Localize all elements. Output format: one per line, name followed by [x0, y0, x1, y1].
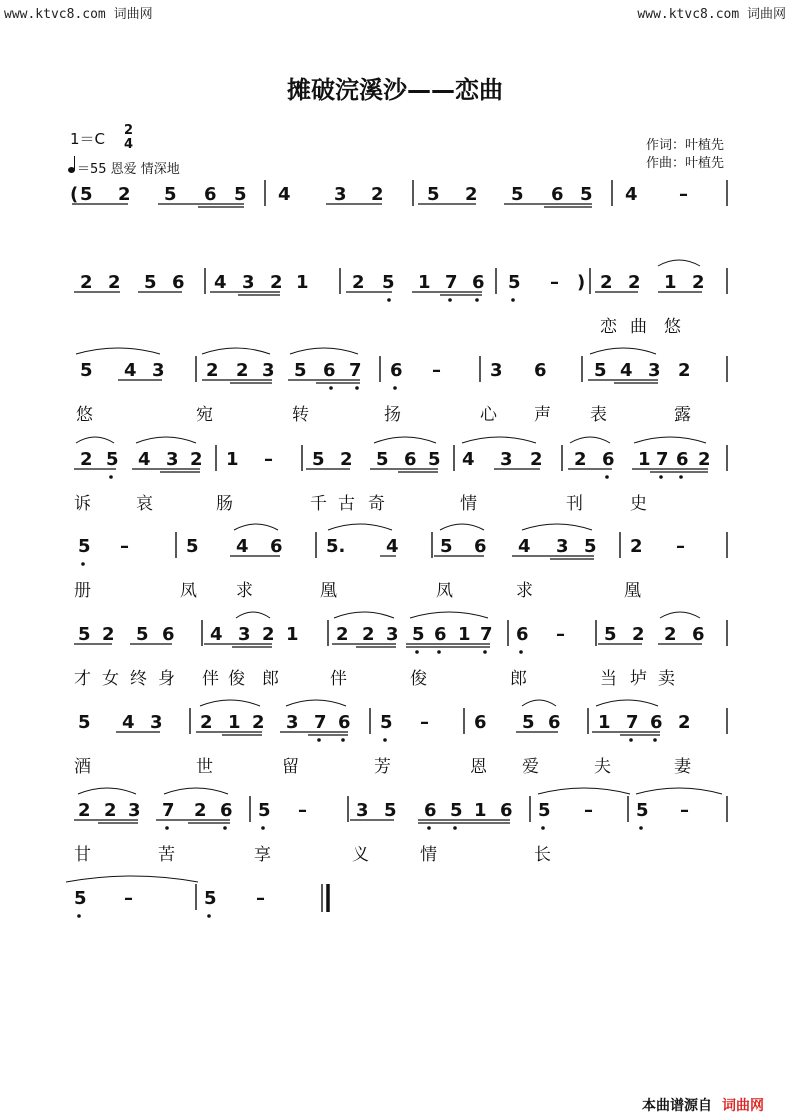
note: – — [680, 800, 689, 821]
note: 2 — [190, 449, 203, 470]
lyric: 才 — [74, 669, 91, 689]
note: 2 — [692, 272, 705, 293]
note: 6 — [404, 449, 417, 470]
note: 5 — [106, 449, 119, 470]
low-octave-dot — [639, 826, 643, 830]
note: 6 — [323, 360, 336, 381]
note: 2 — [262, 624, 275, 645]
low-octave-dot — [387, 298, 391, 302]
low-octave-dot — [511, 298, 515, 302]
slur — [636, 788, 722, 794]
note: 1 — [474, 800, 487, 821]
note: 5 — [636, 800, 649, 821]
note: 5 — [258, 800, 271, 821]
slur — [286, 700, 346, 706]
note: 2 — [600, 272, 613, 293]
low-octave-dot — [679, 475, 683, 479]
lyricist: 作词：叶植先 — [645, 138, 724, 153]
note: 1 — [418, 272, 431, 293]
slur — [658, 260, 700, 266]
watermark-left: www.ktvc8.com 词曲网 — [4, 7, 153, 22]
note: 2 — [108, 272, 121, 293]
watermark-right: www.ktvc8.com 词曲网 — [637, 7, 786, 22]
note: 6 — [474, 712, 487, 733]
note: 1 — [638, 449, 651, 470]
slur — [202, 348, 270, 354]
lyric: 俊 — [410, 669, 427, 689]
low-octave-dot — [165, 826, 169, 830]
note: 7 — [445, 272, 458, 293]
note: 4 — [138, 449, 151, 470]
note: 4 — [620, 360, 633, 381]
note: 6 — [516, 624, 529, 645]
note: 4 — [518, 536, 531, 557]
slur — [76, 348, 160, 354]
low-octave-dot — [659, 475, 663, 479]
note: 3 — [286, 712, 299, 733]
song-title: 摊破浣溪沙——恋曲 — [287, 76, 503, 104]
slur — [236, 612, 270, 618]
slur — [522, 700, 556, 706]
note: 6 — [534, 360, 547, 381]
note: – — [124, 888, 133, 909]
note: 7 — [626, 712, 639, 733]
low-octave-dot — [483, 650, 487, 654]
note: 1 — [226, 449, 239, 470]
note: 5 — [511, 184, 524, 205]
note: – — [256, 888, 265, 909]
note: 3 — [152, 360, 165, 381]
note: 2 — [371, 184, 384, 205]
note: ( — [70, 184, 79, 205]
lyric: 爱 — [522, 757, 539, 777]
lyric: 声 — [534, 405, 551, 425]
lyric: 史 — [630, 494, 647, 514]
slur — [164, 788, 228, 794]
note: 2 — [678, 712, 691, 733]
note: 4 — [462, 449, 475, 470]
note: 1 — [664, 272, 677, 293]
lyric: 古 — [338, 494, 355, 514]
note: 4 — [122, 712, 135, 733]
note: 5 — [412, 624, 425, 645]
note: 3 — [356, 800, 369, 821]
lyric: 表 — [590, 405, 607, 425]
note: 5 — [380, 712, 393, 733]
note: – — [264, 449, 273, 470]
note: 5 — [204, 888, 217, 909]
note: 3 — [500, 449, 513, 470]
note: 5 — [80, 184, 93, 205]
note: 3 — [128, 800, 141, 821]
slur — [76, 437, 114, 443]
note: 7 — [656, 449, 669, 470]
note: 3 — [648, 360, 661, 381]
low-octave-dot — [355, 386, 359, 390]
note: 5 — [580, 184, 593, 205]
note: – — [432, 360, 441, 381]
lyric: 伴 — [330, 669, 347, 689]
slur — [570, 437, 610, 443]
note: 5 — [164, 184, 177, 205]
note: 5 — [584, 536, 597, 557]
lyric: 恋 — [600, 317, 617, 337]
low-octave-dot — [415, 650, 419, 654]
lyric: 求 — [516, 581, 533, 601]
lyric: 悠 — [76, 405, 93, 425]
note: 2 — [465, 184, 478, 205]
note: 4 — [386, 536, 399, 557]
note: 2 — [678, 360, 691, 381]
lyric: 夫 — [594, 757, 611, 777]
note: 5 — [312, 449, 325, 470]
slur — [78, 788, 136, 794]
note: 4 — [124, 360, 137, 381]
note: 6 — [172, 272, 185, 293]
note: 2 — [80, 272, 93, 293]
note: – — [584, 800, 593, 821]
lyric: 恩 — [470, 757, 487, 777]
slur — [136, 437, 196, 443]
note: 6 — [676, 449, 689, 470]
lyric: 转 — [292, 405, 309, 425]
note: 2 — [530, 449, 543, 470]
note: 6 — [474, 536, 487, 557]
note: 2 — [336, 624, 349, 645]
low-octave-dot — [605, 475, 609, 479]
slur — [374, 437, 436, 443]
note: 4 — [278, 184, 291, 205]
slur — [538, 788, 630, 794]
note: 5 — [78, 712, 91, 733]
note: 6 — [692, 624, 705, 645]
low-octave-dot — [629, 738, 633, 742]
lyric: 凰 — [624, 581, 641, 601]
note: 5 — [74, 888, 87, 909]
note: 2 — [200, 712, 213, 733]
note: 6 — [220, 800, 233, 821]
note: 7 — [480, 624, 493, 645]
note: 2 — [118, 184, 131, 205]
note: 5 — [428, 449, 441, 470]
note: 2 — [252, 712, 265, 733]
note: 6 — [434, 624, 447, 645]
note: 2 — [362, 624, 375, 645]
low-octave-dot — [81, 562, 85, 566]
slur — [334, 612, 394, 618]
note: 1 — [296, 272, 309, 293]
footer-source: 本曲谱源自 — [642, 1098, 712, 1114]
note: 3 — [334, 184, 347, 205]
note: 2 — [206, 360, 219, 381]
lyric: 册 — [74, 581, 91, 601]
note: 1 — [228, 712, 241, 733]
note: 2 — [236, 360, 249, 381]
note: 6 — [602, 449, 615, 470]
note: 3 — [150, 712, 163, 733]
note: 4 — [236, 536, 249, 557]
note: 1 — [458, 624, 471, 645]
note: 5 — [78, 536, 91, 557]
time-signature-bottom: 4 — [124, 137, 134, 152]
note: ) — [577, 272, 586, 293]
lyric: 终 — [130, 669, 147, 689]
note: 6 — [424, 800, 437, 821]
note: 4 — [214, 272, 227, 293]
note: 6 — [650, 712, 663, 733]
note: 7 — [314, 712, 327, 733]
note: 5 — [78, 624, 91, 645]
lyric: 郎 — [262, 669, 279, 689]
lyric: 哀 — [136, 494, 153, 514]
lyric: 留 — [282, 757, 299, 777]
lyric: 宛 — [196, 405, 213, 425]
lyric: 肠 — [216, 494, 233, 514]
slur — [590, 348, 656, 354]
note: 2 — [78, 800, 91, 821]
note: 1 — [598, 712, 611, 733]
note: – — [120, 536, 129, 557]
low-octave-dot — [653, 738, 657, 742]
lyric: 芳 — [374, 757, 391, 777]
note: 5 — [522, 712, 535, 733]
note: – — [556, 624, 565, 645]
low-octave-dot — [77, 914, 81, 918]
slur — [66, 876, 198, 882]
slur — [200, 700, 260, 706]
slur — [522, 524, 592, 530]
low-octave-dot — [207, 914, 211, 918]
note: 3 — [386, 624, 399, 645]
lyric: 女 — [102, 669, 119, 689]
note: 3 — [262, 360, 275, 381]
lyric: 垆 — [630, 669, 647, 689]
footer — [642, 1095, 764, 1115]
note: 6 — [270, 536, 283, 557]
composer: 作曲：叶植先 — [645, 156, 724, 171]
lyric: 身 — [158, 669, 175, 689]
note: 5 — [382, 272, 395, 293]
note: 3 — [238, 624, 251, 645]
note: 5 — [144, 272, 157, 293]
slur — [596, 700, 658, 706]
lyric: 卖 — [658, 669, 675, 689]
lyric: 长 — [534, 845, 551, 865]
lyric: 求 — [236, 581, 253, 601]
slur — [410, 612, 488, 618]
low-octave-dot — [329, 386, 333, 390]
lyric: 奇 — [368, 494, 385, 514]
note: 2 — [270, 272, 283, 293]
note: 2 — [80, 449, 93, 470]
note: 5 — [604, 624, 617, 645]
note: 1 — [286, 624, 299, 645]
tempo-text: ＝55 恩爱 情深地 — [77, 162, 180, 177]
low-octave-dot — [427, 826, 431, 830]
note: 6 — [472, 272, 485, 293]
note: 2 — [632, 624, 645, 645]
note: 2 — [194, 800, 207, 821]
low-octave-dot — [341, 738, 345, 742]
lyric: 千 — [310, 494, 327, 514]
note: 5 — [440, 536, 453, 557]
note: 6 — [204, 184, 217, 205]
note: 6 — [390, 360, 403, 381]
lyric: 情 — [460, 494, 477, 514]
note: 2 — [630, 536, 643, 557]
key-signature: 1＝C — [70, 130, 106, 148]
note: 5 — [294, 360, 307, 381]
note: 2 — [698, 449, 711, 470]
note: 5 — [450, 800, 463, 821]
low-octave-dot — [261, 826, 265, 830]
lyric: 刊 — [566, 494, 583, 514]
note: – — [679, 184, 688, 205]
note: 3 — [490, 360, 503, 381]
lyric: 诉 — [74, 494, 91, 514]
lyric: 凤 — [180, 581, 197, 601]
note: 4 — [625, 184, 638, 205]
lyric: 曲 — [630, 317, 647, 337]
note: 5 — [376, 449, 389, 470]
lyric: 妻 — [674, 757, 691, 777]
time-signature-top: 2 — [124, 123, 134, 138]
slur — [440, 524, 484, 530]
low-octave-dot — [223, 826, 227, 830]
note: 5 — [136, 624, 149, 645]
lyric: 悠 — [664, 317, 681, 337]
low-octave-dot — [109, 475, 113, 479]
note: 5 — [234, 184, 247, 205]
lyric: 酒 — [74, 757, 91, 777]
note: – — [420, 712, 429, 733]
lyric: 当 — [600, 669, 617, 689]
note: – — [298, 800, 307, 821]
slur — [462, 437, 536, 443]
low-octave-dot — [393, 386, 397, 390]
lyric: 伴 — [202, 669, 219, 689]
note: 4 — [210, 624, 223, 645]
lyric: 扬 — [384, 405, 401, 425]
note: 2 — [352, 272, 365, 293]
note: 3 — [166, 449, 179, 470]
note: 6 — [551, 184, 564, 205]
note: 2 — [628, 272, 641, 293]
note: – — [676, 536, 685, 557]
lyric: 郎 — [510, 669, 527, 689]
low-octave-dot — [519, 650, 523, 654]
note: 5 — [384, 800, 397, 821]
lyric: 心 — [480, 405, 497, 425]
lyric: 甘 — [74, 845, 91, 865]
note: 5 — [427, 184, 440, 205]
slur — [234, 524, 278, 530]
note: – — [550, 272, 559, 293]
note: 7 — [349, 360, 362, 381]
lyric: 世 — [196, 757, 213, 777]
note: 2 — [104, 800, 117, 821]
low-octave-dot — [448, 298, 452, 302]
note: 5 — [594, 360, 607, 381]
note: 2 — [340, 449, 353, 470]
low-octave-dot — [437, 650, 441, 654]
low-octave-dot — [475, 298, 479, 302]
note: 2 — [574, 449, 587, 470]
lyric: 俊 — [228, 669, 245, 689]
note: 5 — [538, 800, 551, 821]
low-octave-dot — [383, 738, 387, 742]
note: 6 — [162, 624, 175, 645]
slur — [290, 348, 358, 354]
low-octave-dot — [541, 826, 545, 830]
note: 6 — [338, 712, 351, 733]
lyric: 享 — [254, 845, 271, 865]
lyric: 凤 — [436, 581, 453, 601]
lyric: 苦 — [158, 845, 175, 865]
lyric: 义 — [352, 845, 369, 865]
low-octave-dot — [453, 826, 457, 830]
slur — [328, 524, 392, 530]
lyric: 情 — [420, 845, 437, 865]
note: 7 — [162, 800, 175, 821]
lyric: 凰 — [320, 581, 337, 601]
note: 2 — [102, 624, 115, 645]
slur — [634, 437, 706, 443]
note: 6 — [500, 800, 513, 821]
note: 3 — [556, 536, 569, 557]
note: 5 — [80, 360, 93, 381]
note: 5. — [326, 536, 346, 557]
note: 5 — [508, 272, 521, 293]
note: 5 — [186, 536, 199, 557]
note: 6 — [548, 712, 561, 733]
footer-brand-logo: 词曲网 — [722, 1098, 764, 1114]
note: 2 — [664, 624, 677, 645]
low-octave-dot — [317, 738, 321, 742]
note: 3 — [242, 272, 255, 293]
lyric: 露 — [674, 405, 691, 425]
slur — [660, 612, 700, 618]
